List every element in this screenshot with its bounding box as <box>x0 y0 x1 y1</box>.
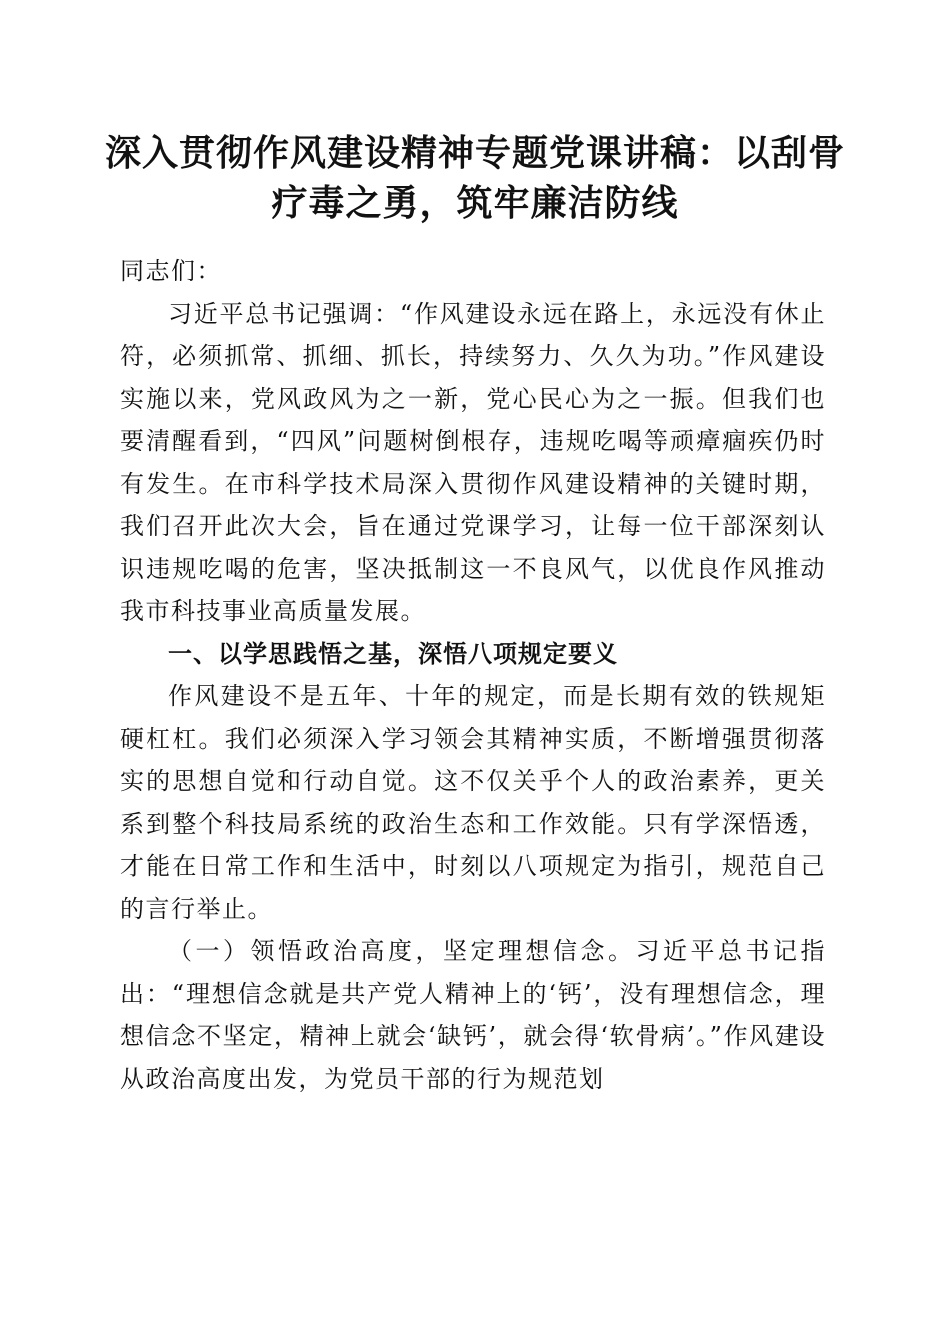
paragraph-section-1: 作风建设不是五年、十年的规定，而是长期有效的铁规矩硬杠杠。我们必须深入学习领会其精神实质，不断增强贯彻落实的思想自觉和行动自觉。这不仅关乎个人的政治素养，更关系到整个科技局系统的政治生态和工作效能。只有学深悟透，才能在日常工作和生活中，时刻以八项规定为指引，规范自己的言行举止。 <box>120 682 826 923</box>
paragraph-intro: 习近平总书记强调：“作风建设永远在路上，永远没有休止符，必须抓常、抓细、抓长，持续努力、久久为功。”作风建设实施以来，党风政风为之一新，党心民心为之一振。但我们也要清醒看到，“四风”问题树倒根存，违规吃喝等顽瘴痼疾仍时有发生。在市科学技术局深入贯彻作风建设精神的关键时期，我们召开此次大会，旨在通过党课学习，让每一位干部深刻认识违规吃喝的危害，坚决抵制这一不良风气，以优良作风推动我市科技事业高质量发展。 <box>120 299 826 625</box>
document-title <box>100 128 850 228</box>
paragraph-subsection-1: （一）领悟政治高度，坚定理想信念。习近平总书记指出：“理想信念就是共产党人精神上的‘钙’，没有理想信念，理想信念不坚定，精神上就会‘缺钙’，就会得‘软骨病’。”作风建设从政治高度出发，为党员干部的行为规范划 <box>120 937 826 1093</box>
document-body <box>120 250 826 1100</box>
section-heading-1: 一、以学思践悟之基，深悟八项规定要义 <box>168 639 618 668</box>
title-line-2: 疗毒之勇，筑牢廉洁防线 <box>271 182 679 224</box>
title-line-1: 深入贯彻作风建设精神专题党课讲稿：以刮骨 <box>104 132 845 174</box>
salutation: 同志们： <box>120 257 222 285</box>
